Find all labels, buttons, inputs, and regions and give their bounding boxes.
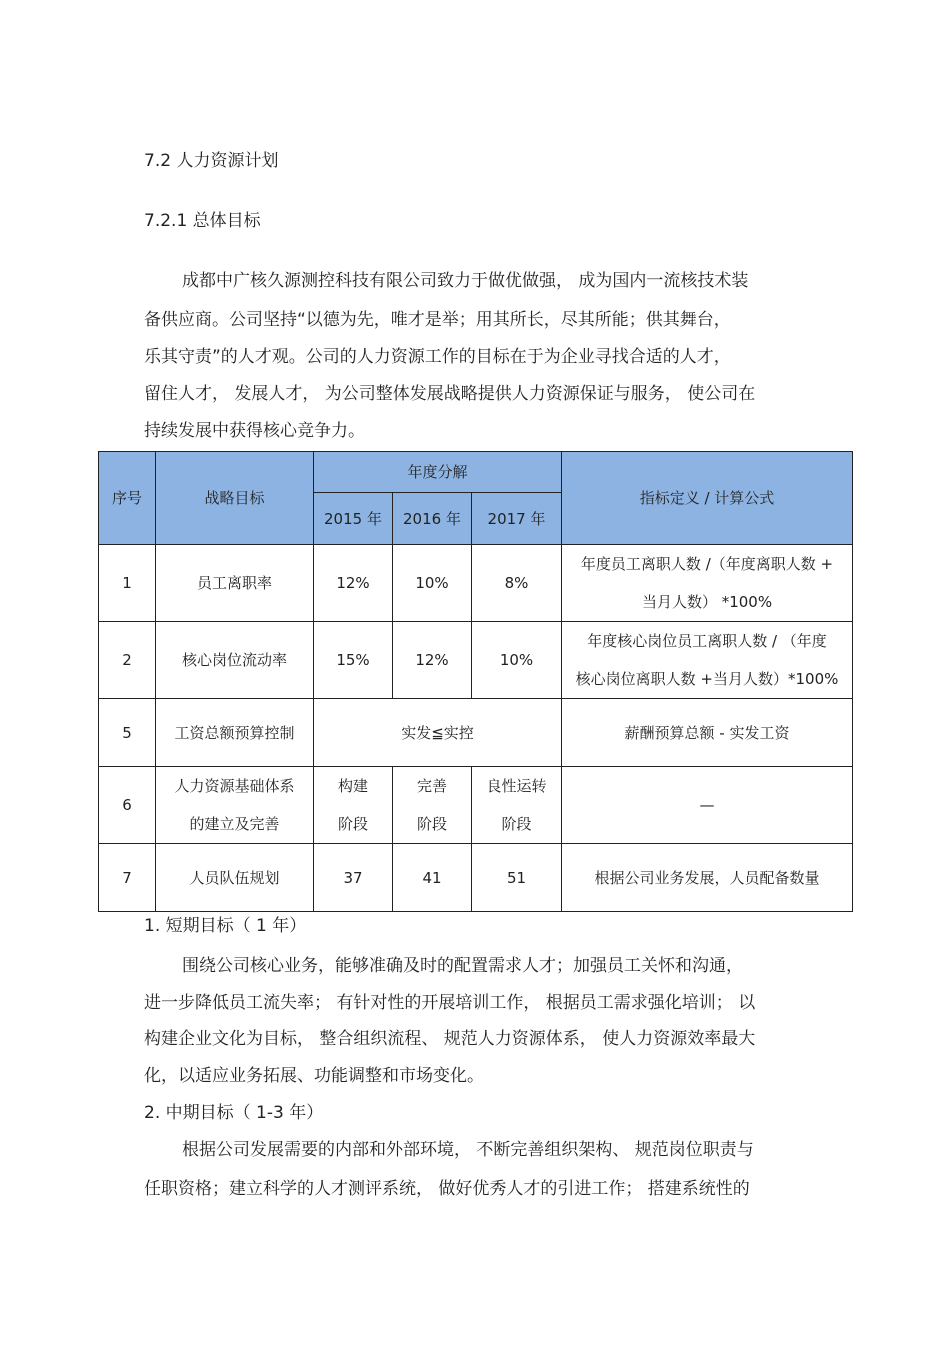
intro-line: 成都中广核久源测控科技有限公司致力于做优做强， 成为国内一流核技术装 xyxy=(182,271,749,291)
mid-term-title: 2. 中期目标（ 1-3 年） xyxy=(144,1103,324,1123)
row-2015 xyxy=(314,767,393,844)
stage-line: 阶段 xyxy=(416,815,447,833)
short-term-line: 进一步降低员工流失率； 有针对性的开展培训工作， 根据员工需求强化培训； 以 xyxy=(144,993,756,1013)
short-term-line: 化，以适应业务拓展、功能调整和市场变化。 xyxy=(144,1066,484,1086)
row-2016: 41 xyxy=(393,844,472,912)
formula-line: 当月人数） *100% xyxy=(641,593,773,611)
row-formula xyxy=(562,622,853,699)
intro-line: 留住人才， 发展人才， 为公司整体发展战略提供人力资源保证与服务， 使公司在 xyxy=(144,384,756,404)
row-no: 1 xyxy=(99,545,156,622)
row-formula: — xyxy=(562,767,853,844)
header-2015: 2015 年 xyxy=(314,493,393,545)
header-annual: 年度分解 xyxy=(314,452,562,493)
header-2016: 2016 年 xyxy=(393,493,472,545)
stage-line: 构建 xyxy=(337,777,368,795)
table-row xyxy=(99,622,853,699)
row-goal: 核心岗位流动率 xyxy=(156,622,314,699)
mid-term-line: 任职资格；建立科学的人才测评系统， 做好优秀人才的引进工作； 搭建系统性的 xyxy=(144,1179,750,1199)
stage-line: 良性运转 xyxy=(486,777,547,795)
table-row xyxy=(99,767,853,844)
row-no: 2 xyxy=(99,622,156,699)
header-goal: 战略目标 xyxy=(156,452,314,545)
row-formula: 薪酬预算总额 - 实发工资 xyxy=(562,699,853,767)
stage-line: 阶段 xyxy=(501,815,532,833)
row-2016 xyxy=(393,767,472,844)
row-goal: 人员队伍规划 xyxy=(156,844,314,912)
intro-line: 持续发展中获得核心竞争力。 xyxy=(144,421,365,441)
row-2017 xyxy=(472,767,562,844)
row-goal: 工资总额预算控制 xyxy=(156,699,314,767)
mid-term-line: 根据公司发展需要的内部和外部环境， 不断完善组织架构、 规范岗位职责与 xyxy=(182,1140,754,1160)
row-2015: 37 xyxy=(314,844,393,912)
table-row xyxy=(99,844,853,912)
row-2016: 12% xyxy=(393,622,472,699)
formula-line: 年度员工离职人数 /（年度离职人数 + xyxy=(580,555,834,573)
subsection-title: 7.2.1 总体目标 xyxy=(144,211,261,231)
short-term-line: 构建企业文化为目标， 整合组织流程、 规范人力资源体系， 使人力资源效率最大 xyxy=(144,1029,756,1049)
row-no: 5 xyxy=(99,699,156,767)
short-term-title: 1. 短期目标（ 1 年） xyxy=(144,916,307,936)
row-no: 6 xyxy=(99,767,156,844)
row-2017: 10% xyxy=(472,622,562,699)
stage-line: 完善 xyxy=(416,777,447,795)
row-no: 7 xyxy=(99,844,156,912)
row-goal: 员工离职率 xyxy=(156,545,314,622)
row-merged-value: 实发≦实控 xyxy=(314,699,562,767)
header-no: 序号 xyxy=(99,452,156,545)
intro-line: 乐其守责”的人才观。公司的人力资源工作的目标在于为企业寻找合适的人才， xyxy=(144,347,731,367)
header-formula: 指标定义 / 计算公式 xyxy=(562,452,853,545)
row-2016: 10% xyxy=(393,545,472,622)
row-formula: 根据公司业务发展，人员配备数量 xyxy=(562,844,853,912)
formula-line: 年度核心岗位员工离职人数 / （年度 xyxy=(587,632,827,650)
intro-line: 备供应商。公司坚持“以德为先，唯才是举；用其所长，尽其所能；供其舞台， xyxy=(144,310,731,330)
hr-plan-table xyxy=(98,451,853,912)
row-2015: 15% xyxy=(314,622,393,699)
section-title: 7.2 人力资源计划 xyxy=(144,151,279,171)
table-row xyxy=(99,545,853,622)
header-2017: 2017 年 xyxy=(472,493,562,545)
table-header-row xyxy=(99,452,853,493)
row-formula xyxy=(562,545,853,622)
goal-line: 的建立及完善 xyxy=(189,815,280,833)
row-goal xyxy=(156,767,314,844)
table-row xyxy=(99,699,853,767)
row-2015: 12% xyxy=(314,545,393,622)
row-2017: 51 xyxy=(472,844,562,912)
formula-line: 核心岗位离职人数 +当月人数）*100% xyxy=(575,670,839,688)
short-term-line: 围绕公司核心业务，能够准确及时的配置需求人才；加强员工关怀和沟通， xyxy=(182,956,743,976)
stage-line: 阶段 xyxy=(337,815,368,833)
goal-line: 人力资源基础体系 xyxy=(174,777,295,795)
row-2017: 8% xyxy=(472,545,562,622)
